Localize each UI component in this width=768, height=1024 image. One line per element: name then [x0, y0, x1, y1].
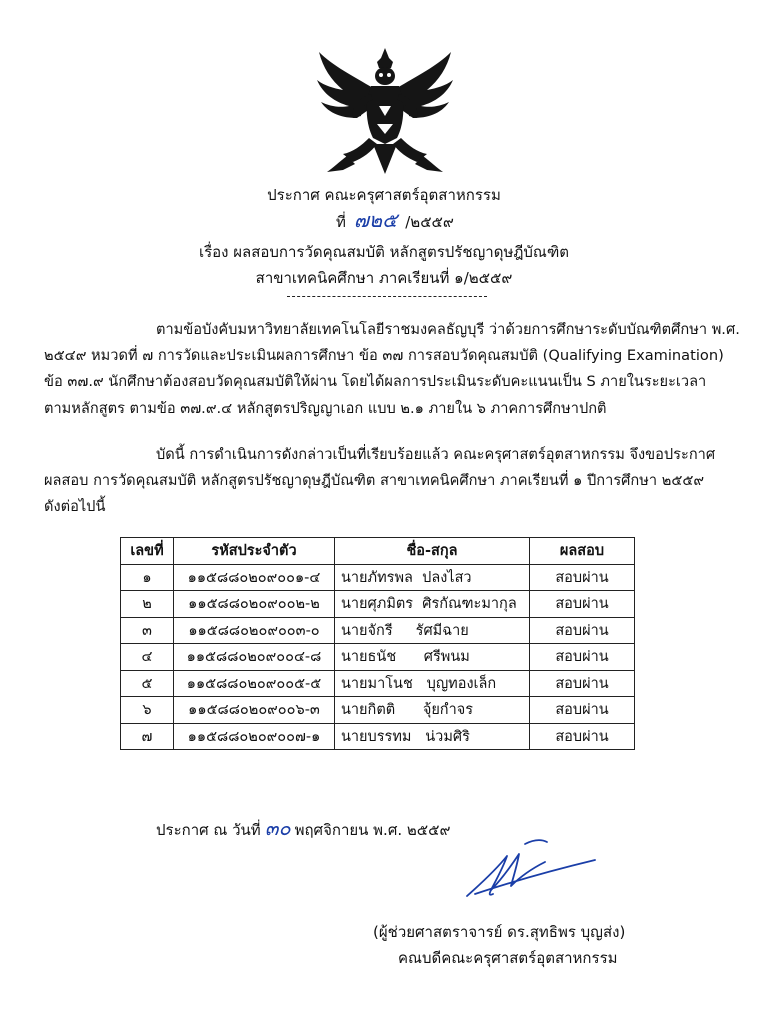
row-name: นายกิตติ จุ้ยกำจร — [335, 697, 530, 724]
table-row — [121, 723, 635, 750]
row-result: สอบผ่าน — [530, 670, 635, 697]
announcement-title: ประกาศ คณะครุศาสตร์อุตสาหกรรม — [267, 186, 501, 204]
header-no: เลขที่ — [121, 538, 174, 565]
row-name: นายมาโนช บุญทองเล็ก — [335, 670, 530, 697]
row-no: ๓ — [121, 617, 174, 644]
table-row — [121, 644, 635, 671]
row-student-id: ๑๑๕๘๘๐๒๐๙๐๐๗-๑ — [174, 723, 335, 750]
number-handwritten: ๗๒๕ — [353, 208, 398, 232]
row-result: สอบผ่าน — [530, 617, 635, 644]
table-row — [121, 617, 635, 644]
subject-line-2: สาขาเทคนิคศึกษา ภาคเรียนที่ ๑/๒๕๕๙ — [255, 269, 513, 287]
announcement-date — [156, 812, 450, 844]
row-result: สอบผ่าน — [530, 697, 635, 724]
signer-title: คณบดีคณะครุศาสตร์อุตสาหกรรม — [398, 949, 618, 967]
paragraph-1-line-4: ตามหลักสูตร ตามข้อ ๓๗.๙.๔ หลักสูตรปริญญาเอก แบบ ๒.๑ ภายใน ๖ ภาคการศึกษาปกติ — [44, 400, 607, 417]
date-prefix: ประกาศ ณ วันที่ — [156, 821, 261, 839]
row-no: ๒ — [121, 591, 174, 618]
paragraph-1-line-2: ๒๕๔๙ หมวดที่ ๗ การวัดและประเมินผลการศึกษา ข้อ ๓๗ การสอบวัดคุณสมบัติ (Qualifying Examination) — [44, 347, 724, 364]
date-day-handwritten: ๓๐ — [264, 816, 291, 840]
paragraph-1-line-3: ข้อ ๓๗.๙ นักศึกษาต้องสอบวัดคุณสมบัติให้ผ่าน โดยได้ผลการประเมินระดับคะแนนเป็น S ภายในระยะเวลา — [44, 373, 707, 390]
signer-name: (ผู้ช่วยศาสตราจารย์ ดร.สุทธิพร บุญส่ง) — [373, 923, 626, 941]
row-result: สอบผ่าน — [530, 591, 635, 618]
divider-line — [287, 296, 487, 297]
date-suffix: พฤศจิกายน พ.ศ. ๒๕๕๙ — [294, 821, 451, 839]
row-no: ๑ — [121, 564, 174, 591]
paragraph-2-line-1: บัดนี้ การดำเนินการดังกล่าวเป็นที่เรียบร้อยแล้ว คณะครุศาสตร์อุตสาหกรรม จึงขอประกาศ — [156, 446, 716, 463]
number-suffix: /๒๕๕๙ — [405, 213, 454, 231]
row-result: สอบผ่าน — [530, 564, 635, 591]
row-student-id: ๑๑๕๘๘๐๒๐๙๐๐๑-๔ — [174, 564, 335, 591]
paragraph-2-line-2: ผลสอบ การวัดคุณสมบัติ หลักสูตรปรัชญาดุษฎีบัณฑิต สาขาเทคนิคศึกษา ภาคเรียนที่ ๑ ปีการศึกษา ๒๕๕๙ — [44, 472, 705, 489]
row-result: สอบผ่าน — [530, 644, 635, 671]
announcement-number — [336, 204, 454, 236]
table-row — [121, 591, 635, 618]
row-no: ๖ — [121, 697, 174, 724]
table-row — [121, 670, 635, 697]
row-name: นายบรรทม น่วมศิริ — [335, 723, 530, 750]
row-student-id: ๑๑๕๘๘๐๒๐๙๐๐๕-๕ — [174, 670, 335, 697]
row-student-id: ๑๑๕๘๘๐๒๐๙๐๐๓-๐ — [174, 617, 335, 644]
signature-icon — [455, 836, 605, 906]
row-no: ๗ — [121, 723, 174, 750]
header-name: ชื่อ-สกุล — [335, 538, 530, 565]
table-header-row — [121, 538, 635, 565]
paragraph-2-line-3: ดังต่อไปนี้ — [44, 498, 106, 515]
row-no: ๔ — [121, 644, 174, 671]
row-no: ๕ — [121, 670, 174, 697]
table-row — [121, 564, 635, 591]
row-name: นายจักรี รัศมีฉาย — [335, 617, 530, 644]
header-student-id: รหัสประจำตัว — [174, 538, 335, 565]
paragraph-1-line-1: ตามข้อบังคับมหาวิทยาลัยเทคโนโลยีราชมงคลธัญบุรี ว่าด้วยการศึกษาระดับบัณฑิตศึกษา พ.ศ. — [156, 321, 740, 338]
row-student-id: ๑๑๕๘๘๐๒๐๙๐๐๖-๓ — [174, 697, 335, 724]
garuda-emblem-icon — [313, 46, 458, 176]
row-student-id: ๑๑๕๘๘๐๒๐๙๐๐๔-๘ — [174, 644, 335, 671]
table-row — [121, 697, 635, 724]
subject-line-1: เรื่อง ผลสอบการวัดคุณสมบัติ หลักสูตรปรัชญาดุษฎีบัณฑิต — [198, 243, 570, 261]
row-student-id: ๑๑๕๘๘๐๒๐๙๐๐๒-๒ — [174, 591, 335, 618]
row-name: นายภัทรพล ปลงไสว — [335, 564, 530, 591]
results-table — [120, 537, 635, 750]
row-name: นายศุภมิตร ศิรกัณฑะมากุล — [335, 591, 530, 618]
row-name: นายธนัช ศรีพนม — [335, 644, 530, 671]
number-prefix: ที่ — [336, 213, 346, 231]
header-result: ผลสอบ — [530, 538, 635, 565]
row-result: สอบผ่าน — [530, 723, 635, 750]
